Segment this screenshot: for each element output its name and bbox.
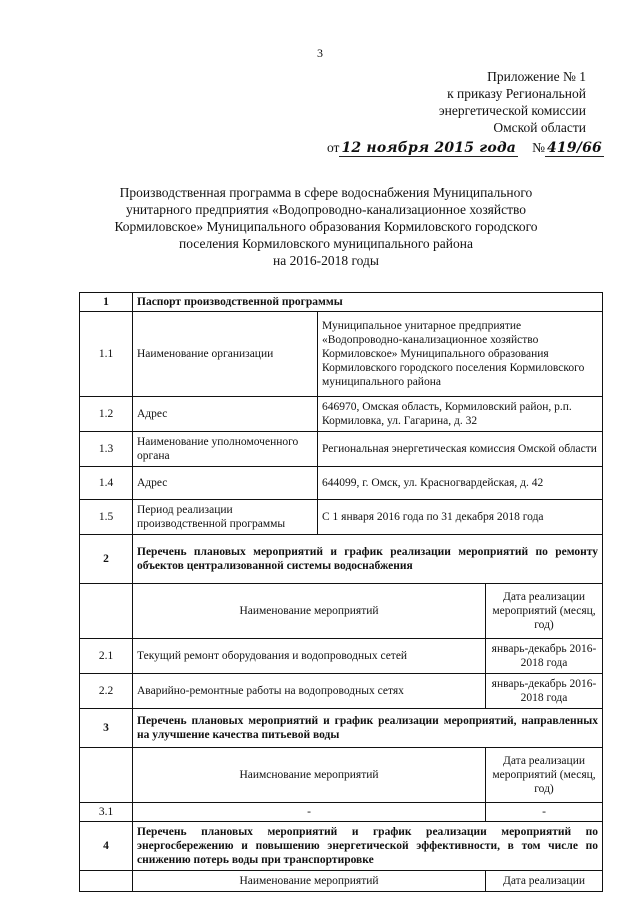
title-line: Кормиловское» Муниципального образования Кормиловского городского — [114, 219, 538, 234]
table-row — [80, 312, 603, 397]
row-number: 1.2 — [80, 397, 133, 432]
row-activity: Текущий ремонт оборудования и водопроводных сетей — [133, 639, 486, 674]
row-date: январь-декабрь 2016-2018 года — [486, 639, 603, 674]
section-row — [80, 822, 603, 871]
section-title: Перечень плановых мероприятий и график реализации мероприятий по энергосбережению и повышению энергетической эффективности, в том числе по снижению потерь воды при транспортировке — [133, 822, 603, 871]
column-header-date: Дата реализации — [486, 871, 603, 892]
section-title: Перечень плановых мероприятий и график реализации мероприятий, направленных на улучшение качества питьевой воды — [133, 709, 603, 748]
order-from-label: от — [326, 140, 340, 155]
row-activity: - — [133, 803, 486, 822]
table-row — [80, 674, 603, 709]
column-header-name: Наименование мероприятий — [133, 584, 486, 639]
table-row — [80, 467, 603, 500]
empty-cell — [80, 871, 133, 892]
row-value: 646970, Омская область, Кормиловский район, р.п. Кормиловка, ул. Гагарина, д. 32 — [318, 397, 603, 432]
title-line: на 2016-2018 годы — [273, 253, 379, 268]
row-value: С 1 января 2016 года по 31 декабря 2018 года — [318, 500, 603, 535]
table-row — [80, 432, 603, 467]
section-number: 2 — [80, 535, 133, 584]
section-title: Паспорт производственной программы — [133, 293, 603, 312]
row-number: 1.5 — [80, 500, 133, 535]
section-row — [80, 293, 603, 312]
row-number: 2.1 — [80, 639, 133, 674]
row-number: 1.1 — [80, 312, 133, 397]
row-number: 1.3 — [80, 432, 133, 467]
table-row — [80, 397, 603, 432]
table-row — [80, 803, 603, 822]
row-label: Наименование организации — [133, 312, 318, 397]
table-row — [80, 500, 603, 535]
section-number: 1 — [80, 293, 133, 312]
appendix-line: Омской области — [493, 120, 586, 135]
row-number: 1.4 — [80, 467, 133, 500]
row-label: Адрес — [133, 397, 318, 432]
row-value: Муниципальное унитарное предприятие «Водопроводно-канализационное хозяйство Кормиловское» Муниципального образования Кормиловского городского поселения Кормиловского муниципального района — [318, 312, 603, 397]
row-value: Региональная энергетическая комиссия Омской области — [318, 432, 603, 467]
order-number-label: № — [532, 140, 545, 155]
row-label: Наименование уполномоченного органа — [133, 432, 318, 467]
row-number: 2.2 — [80, 674, 133, 709]
empty-cell — [80, 748, 133, 803]
row-label: Адрес — [133, 467, 318, 500]
column-header-date: Дата реализации мероприятий (месяц, год) — [486, 748, 603, 803]
order-date-handwritten: 12 ноября 2015 года — [341, 140, 517, 156]
appendix-header — [439, 68, 586, 136]
column-header-row — [80, 584, 603, 639]
row-date: - — [486, 803, 603, 822]
appendix-line: Приложение № 1 — [487, 69, 586, 84]
order-date-number — [327, 138, 604, 158]
table-row — [80, 639, 603, 674]
page-number: 3 — [317, 46, 323, 60]
column-header-row — [80, 748, 603, 803]
row-label: Период реализации производственной программы — [133, 500, 318, 535]
row-date: январь-декабрь 2016-2018 года — [486, 674, 603, 709]
section-number: 4 — [80, 822, 133, 871]
section-row — [80, 709, 603, 748]
row-value: 644099, г. Омск, ул. Красногвардейская, д. 42 — [318, 467, 603, 500]
row-activity: Аварийно-ремонтные работы на водопроводных сетях — [133, 674, 486, 709]
title-line: поселения Кормиловского муниципального района — [179, 236, 473, 251]
column-header-row — [80, 871, 603, 892]
section-row — [80, 535, 603, 584]
column-header-date: Дата реализации мероприятий (месяц, год) — [486, 584, 603, 639]
column-header-name: Наименование мероприятий — [133, 871, 486, 892]
appendix-line: к приказу Региональной — [447, 86, 586, 101]
section-number: 3 — [80, 709, 133, 748]
section-title: Перечень плановых мероприятий и график реализации мероприятий по ремонту объектов централизованной системы водоснабжения — [133, 535, 603, 584]
document-title — [60, 184, 592, 269]
empty-cell — [80, 584, 133, 639]
appendix-line: энергетической комиссии — [438, 103, 586, 118]
title-line: унитарного предприятия «Водопроводно-канализационное хозяйство — [125, 202, 527, 217]
column-header-name: Наимснование мероприятий — [133, 748, 486, 803]
row-number: 3.1 — [80, 803, 133, 822]
program-table — [79, 292, 603, 892]
title-line: Производственная программа в сфере водоснабжения Муниципального — [119, 185, 533, 200]
order-number-handwritten: 419/66 — [546, 140, 602, 156]
